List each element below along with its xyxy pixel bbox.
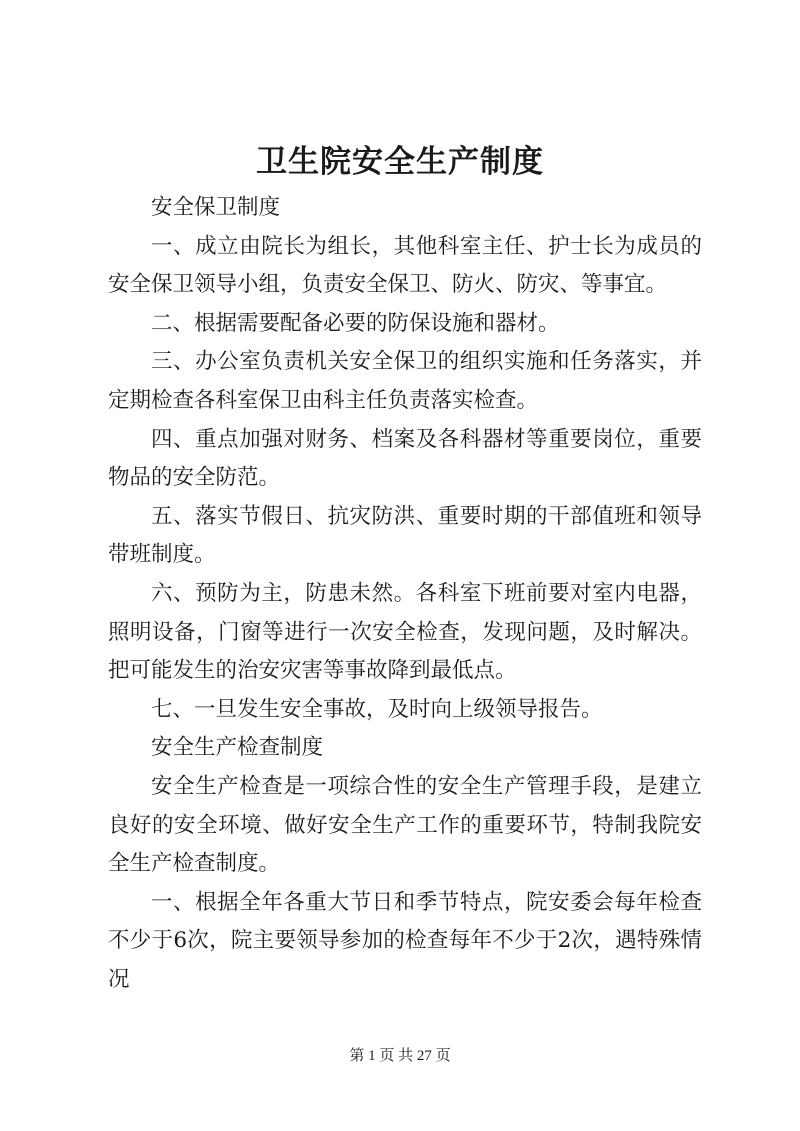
paragraph: 二、根据需要配备必要的防保设施和器材。: [151, 310, 560, 336]
document-body: [108, 189, 702, 999]
paragraph: 三、办公室负责机关安全保卫的组织实施和任务落实，并定期检查各科室保卫由科主任负责落实检查。: [108, 349, 702, 413]
document-title: 卫生院安全生产制度: [256, 144, 544, 180]
section-heading-inspection: 安全生产检查制度: [151, 735, 324, 761]
paragraph: 一、成立由院长为组长，其他科室主任、护士长为成员的安全保卫领导小组，负责安全保卫、防火、防灾、等事宜。: [108, 233, 702, 298]
paragraph: 四、重点加强对财务、档案及各科器材等重要岗位，重要物品的安全防范。: [108, 426, 702, 491]
paragraph: 安全生产检查是一项综合性的安全生产管理手段，是建立良好的安全环境、做好安全生产工作的重要环节，特制我院安全生产检查制度。: [108, 773, 702, 877]
section-heading-security: 安全保卫制度: [151, 195, 281, 220]
paragraph: 七、一旦发生安全事故，及时向上级领导报告。: [151, 696, 603, 722]
paragraph: 一、根据全年各重大节日和季节特点，院安委会每年检查不少于6次，院主要领导参加的检查每年不少于2次，遇特殊情况: [108, 889, 702, 992]
paragraph: 五、落实节假日、抗灾防洪、重要时期的干部值班和领导带班制度。: [108, 503, 702, 568]
page-number: 第 1 页 共 27 页: [349, 1048, 451, 1064]
paragraph: 六、预防为主，防患未然。各科室下班前要对室内电器，照明设备，门窗等进行一次安全检查，发现问题，及时解决。把可能发生的治安灾害等事故降到最低点。: [108, 580, 702, 684]
